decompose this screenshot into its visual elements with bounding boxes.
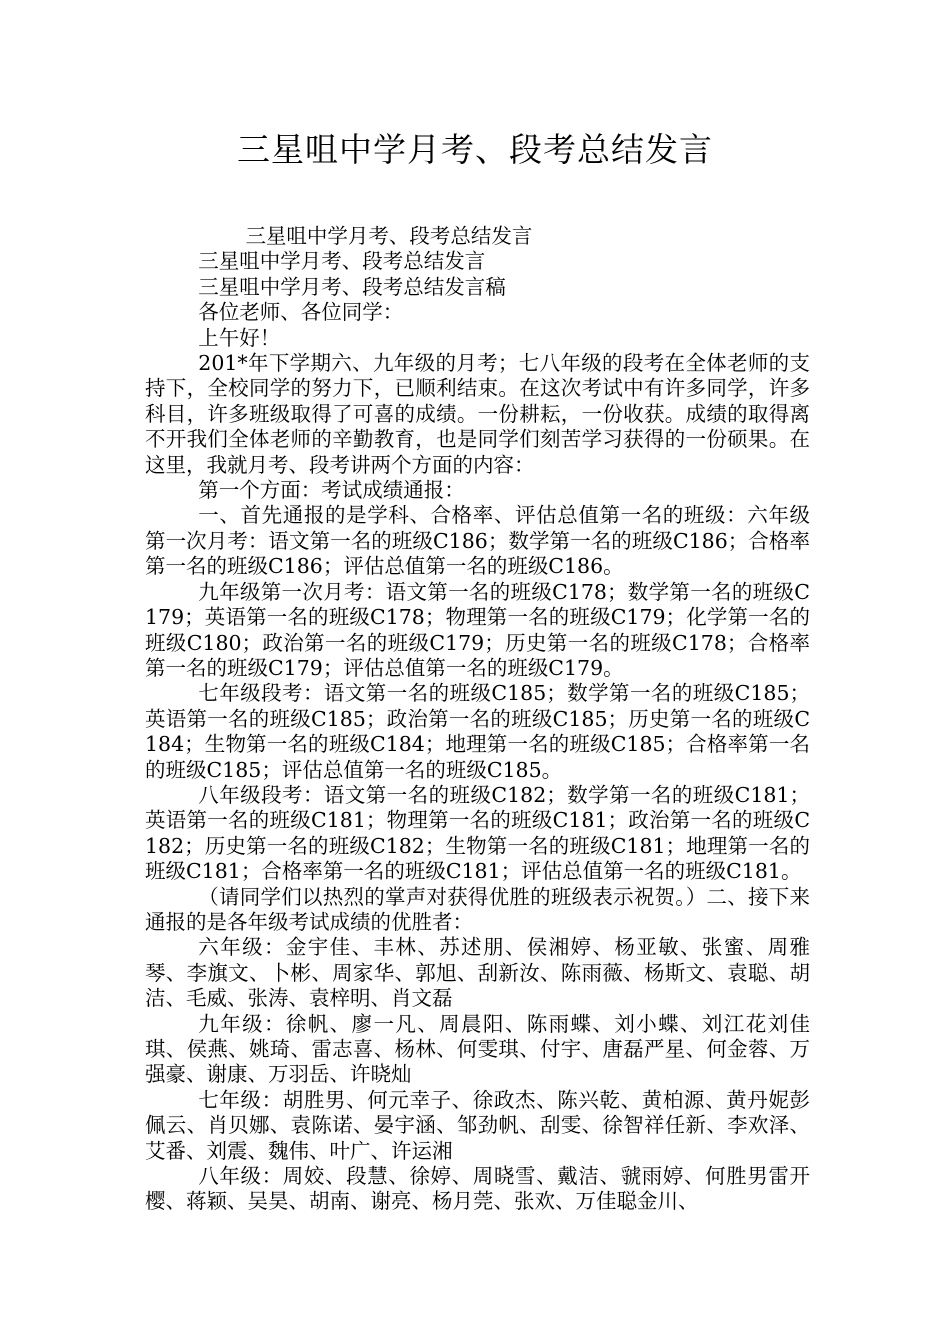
paragraph-greeting: 上午好！ [198,325,281,350]
paragraph-grade9-winners: 九年级：徐帆、廖一凡、周晨阳、陈雨蝶、刘小蝶、刘江花刘佳琪、侯燕、姚琦、雷志喜、杨林、何雯琪、付宇、唐磊严星、何金蓉、万强豪、谢康、万羽岳、许晓灿 [145,1011,810,1087]
document-body [145,224,810,1215]
paragraph-grade7-winners: 七年级：胡胜男、何元幸子、徐政杰、陈兴乾、黄柏源、黄丹妮彭佩云、肖贝娜、袁陈诺、晏宇涵、邹劲帆、刮雯、徐智祥任新、李欢泽、艾番、刘震、魏伟、叶广、许运湘 [145,1087,810,1163]
paragraph-grade8-results: 八年级段考：语文第一名的班级C182；数学第一名的班级C181；英语第一名的班级C181；物理第一名的班级C181；政治第一名的班级C182；历史第一名的班级C182；生物第一名的班级C181；地理第一名的班级C181；合格率第一名的班级C181；评估总值第一名的班级C181。 [145,782,810,884]
paragraph-speech-title: 三星咀中学月考、段考总结发言稿 [198,274,506,299]
paragraph-grade6-winners: 六年级：金宇佳、丰林、苏述朋、侯湘婷、杨亚敏、张蜜、周雅琴、李旗文、卜彬、周家华、郭旭、刮新汝、陈雨薇、杨斯文、袁聪、胡洁、毛威、张涛、袁梓明、肖文磊 [145,935,810,1011]
paragraph-salutation: 各位老师、各位同学： [198,300,404,325]
paragraph-intro: 201*年下学期六、九年级的月考；七八年级的段考在全体老师的支持下，全校同学的努力下，已顺利结束。在这次考试中有许多同学，许多科目，许多班级取得了可喜的成绩。一份耕耘，一份收获。成绩的取得离不开我们全体老师的辛勤教育，也是同学们刻苦学习获得的一份硕果。在这里，我就月考、段考讲两个方面的内容： [145,351,810,477]
paragraph-subtitle-repeat: 三星咀中学月考、段考总结发言 [198,249,486,274]
paragraph-grade8-winners: 八年级：周姣、段慧、徐婷、周晓雪、戴洁、虢雨婷、何胜男雷开樱、蒋颖、吴昊、胡南、谢亮、杨月莞、张欢、万佳聪金川、 [145,1164,810,1214]
paragraph-subtitle: 三星咀中学月考、段考总结发言 [245,224,533,248]
paragraph-applause: （请同学们以热烈的掌声对获得优胜的班级表示祝贺。）二、接下来通报的是各年级考试成绩的优胜者： [145,884,810,934]
document-title: 三星咀中学月考、段考总结发言 [237,130,713,169]
paragraph-grade9-results: 九年级第一次月考：语文第一名的班级C178；数学第一名的班级C179；英语第一名的班级C178；物理第一名的班级C179；化学第一名的班级C180；政治第一名的班级C179；历史第一名的班级C178；合格率第一名的班级C179；评估总值第一名的班级C179。 [145,579,810,680]
paragraph-section-one: 第一个方面：考试成绩通报： [198,478,465,503]
paragraph-grade7-results: 七年级段考：语文第一名的班级C185；数学第一名的班级C185；英语第一名的班级C185；政治第一名的班级C185；历史第一名的班级C184；生物第一名的班级C184；地理第一名的班级C185；合格率第一名的班级C185；评估总值第一名的班级C185。 [145,681,810,782]
paragraph-grade6-results: 一、首先通报的是学科、合格率、评估总值第一名的班级：六年级第一次月考：语文第一名的班级C186；数学第一名的班级C186；合格率第一名的班级C186；评估总值第一名的班级C186。 [145,503,810,579]
